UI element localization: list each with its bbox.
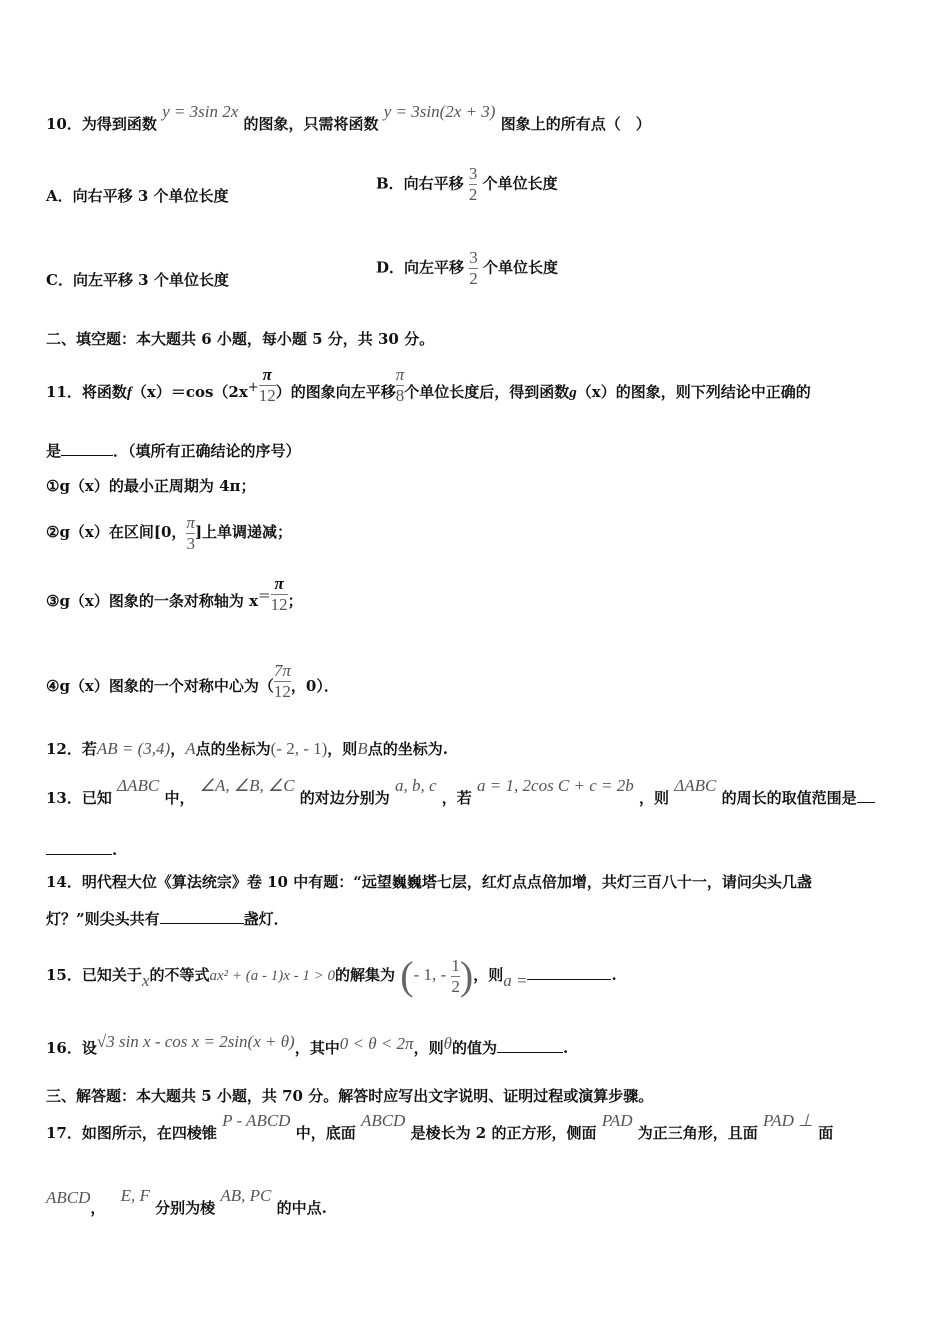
coordinate-a: (- 2, - 1) [270, 739, 328, 758]
q10-stem [46, 102, 651, 134]
question-number: 11． [46, 383, 82, 401]
question-number: 17． [46, 1124, 82, 1142]
q17-stem-line-1 [46, 1111, 834, 1143]
q10-option-c: C．向左平移 3 个单位长度 [46, 271, 229, 289]
q11-text-5: 是 [46, 442, 62, 460]
triangle-abc: ΔABC [674, 776, 717, 795]
q15-text-3: 的解集为 [335, 966, 396, 984]
fraction-denominator: 12 [258, 385, 276, 405]
answer-blank[interactable] [160, 909, 244, 924]
question-number: 12． [46, 740, 82, 758]
base-abcd: ABCD [360, 1111, 406, 1130]
q14-text-2: 盏灯． [243, 910, 289, 928]
q11-text-6: ．（填所有正确结论的序号） [113, 442, 301, 460]
interval-open-paren: ( [400, 953, 414, 998]
fraction-7pi-12 [274, 661, 291, 702]
question-number: 15． [46, 966, 82, 984]
fraction-numerator: π [262, 364, 272, 384]
q13-text-1: 已知 [81, 789, 112, 807]
function-g: g [569, 385, 577, 401]
q15-text-1: 已知关于 [81, 966, 142, 984]
answer-blank[interactable] [61, 441, 113, 456]
sides-abc: a, b, c [395, 776, 437, 795]
q13-stem [46, 776, 875, 808]
fraction-3-2 [469, 248, 478, 289]
section-heading-solution: 三、解答题：本大题共 5 小题，共 70 分。解答时应写出文字说明、证明过程或演算步骤。 [46, 1087, 654, 1105]
answer-blank[interactable] [46, 840, 112, 855]
inequality-formula: ax² + (a - 1)x - 1 > 0 [209, 968, 335, 984]
q15-stem [46, 942, 617, 1009]
q11-item-4 [46, 656, 339, 716]
q17-stem-line-2 [46, 1186, 327, 1218]
q11-text-4: （x）的图象，则下列结论中正确的 [576, 383, 811, 401]
fraction-denominator: 2 [468, 185, 478, 204]
q17-text-4: 为正三角形，且面 [637, 1124, 758, 1142]
interval-lower: - 1, - [413, 965, 447, 984]
fraction-denominator: 8 [395, 385, 405, 405]
plane-abcd: ABCD [46, 1188, 91, 1207]
fraction-denominator: 3 [186, 533, 195, 553]
option-b-label: B．向右平移 [376, 174, 464, 193]
variable-a: a = [503, 971, 528, 990]
question-number: 16． [46, 1039, 82, 1057]
q13-text-3: 的对边分别为 [299, 789, 390, 807]
point-b: B [357, 739, 368, 758]
q16-text-1: 设 [81, 1039, 97, 1057]
q17-text-6: 分别为棱 [155, 1199, 216, 1217]
period: . [562, 1039, 569, 1057]
fraction-numerator: π [274, 573, 284, 593]
variable-theta: θ [443, 1034, 452, 1053]
q10-text-2: 的图象，只需将函数 [243, 115, 379, 133]
fraction-denominator: 2 [451, 976, 460, 996]
q12-text-1: 若 [81, 740, 97, 758]
q11-text-3: 个单位长度后，得到函数 [404, 383, 570, 401]
item-4-text: ④g（x）图象的一个对称中心为（ [46, 677, 274, 695]
q12-text-4: 点的坐标为. [367, 740, 448, 758]
q15-text-4: ，则 [473, 966, 504, 984]
q17-text-1: 如图所示，在四棱锥 [81, 1124, 217, 1142]
vector-ab: AB = (3,4) [96, 739, 171, 758]
q11-item-1: ①g（x）的最小正周期为 4π； [46, 477, 256, 495]
q13-text-6: 的周长的取值范围是 [721, 789, 857, 807]
option-d-suffix: 个单位长度 [482, 258, 558, 277]
fraction-denominator: 12 [270, 594, 288, 614]
q14-stem-line-1: 14．明代程大位《算法统宗》卷 10 中有题：“远望巍巍塔七层，红灯点点倍加增，共灯三百八十一，请问尖头几盏 [46, 873, 812, 891]
q14-stem-line-2 [46, 909, 289, 929]
q13-text-4: ，若 [441, 789, 472, 807]
item-2-suffix: ]上单调递减； [194, 523, 293, 541]
period: . [611, 966, 617, 984]
q11-stem [46, 360, 811, 421]
fraction-numerator: 3 [468, 164, 478, 183]
q10-text-1: 为得到函数 [81, 115, 157, 133]
q13-text-5: ，则 [639, 789, 670, 807]
option-d-label: D．向左平移 [376, 258, 465, 277]
q17-comma: ， [90, 1199, 106, 1217]
pyramid-p-abcd: P - ABCD [222, 1111, 291, 1130]
fraction-pi-12 [271, 574, 288, 615]
fraction-pi-3 [186, 513, 195, 554]
q16-stem [46, 1032, 569, 1058]
q17-text-2: 中，底面 [295, 1124, 356, 1142]
fraction-numerator: 1 [451, 955, 460, 975]
fraction-denominator: 12 [273, 681, 291, 701]
points-e-f: E, F [120, 1186, 150, 1205]
q11-item-2 [46, 510, 292, 554]
answer-blank[interactable] [857, 788, 875, 803]
q17-text-3: 是棱长为 2 的正方形，侧面 [410, 1124, 597, 1142]
option-b-suffix: 个单位长度 [482, 174, 558, 193]
equals-sign: = [258, 586, 271, 604]
theta-range: 0 < θ < 2π [339, 1034, 414, 1053]
fraction-numerator: 7π [273, 660, 291, 680]
fraction-numerator: π [186, 512, 195, 532]
formula-y-3sin2x: y = 3sin 2x [162, 102, 239, 121]
q12-stem [46, 739, 448, 759]
q13-text-2: 中， [164, 789, 195, 807]
answer-blank[interactable] [527, 965, 611, 980]
q10-option-b [376, 164, 558, 205]
variable-x: x [141, 971, 150, 990]
edges-ab-pc: AB, PC [220, 1186, 272, 1205]
item-4-suffix: ，0）． [290, 677, 339, 695]
answer-blank[interactable] [497, 1038, 563, 1053]
item-2-text: ②g（x）在区间[0， [46, 523, 187, 541]
fraction-numerator: 3 [469, 248, 478, 267]
question-number: 13． [46, 789, 82, 807]
q10-text-3: 图象上的所有点（ ） [500, 115, 651, 133]
q16-text-4: 的值为 [451, 1039, 497, 1057]
section-heading-fill-in: 二、填空题：本大题共 6 小题，每小题 5 分，共 30 分。 [46, 330, 435, 348]
fraction-numerator: π [395, 364, 405, 384]
function-f: f [126, 385, 132, 401]
fraction-3-2 [469, 164, 478, 205]
fraction-pi-12 [259, 365, 276, 406]
plus-sign: + [247, 380, 259, 395]
q14-text-1: 灯？”则尖头共有 [46, 910, 160, 928]
face-pad: PAD [601, 1111, 633, 1130]
q12-comma: ， [170, 740, 186, 758]
q11-cos-expression: （x）＝cos（2x [131, 383, 248, 401]
formula-y-3sin-2x-plus-3: y = 3sin(2x + 3) [383, 102, 496, 121]
q16-text-3: ，则 [413, 1039, 444, 1057]
fraction-1-2 [451, 956, 460, 997]
q15-text-2: 的不等式 [149, 966, 210, 984]
period: . [112, 841, 118, 859]
fraction-pi-8 [396, 365, 405, 406]
q13-answer-line [46, 840, 117, 860]
item-3-suffix: ； [287, 592, 303, 610]
item-3-text: ③g（x）图象的一条对称轴为 x [46, 592, 259, 610]
q16-text-2: ，其中 [294, 1039, 340, 1057]
q11-text-2: ）的图象向左平移 [275, 383, 396, 401]
q11-answer-line [46, 441, 301, 461]
fraction-denominator: 2 [469, 269, 478, 288]
q11-item-3 [46, 571, 303, 631]
q12-text-3: ，则 [327, 740, 358, 758]
condition-formula: a = 1, 2cos C + c = 2b [477, 776, 634, 795]
q17-text-5: 面 [818, 1124, 834, 1142]
point-a: A [185, 739, 196, 758]
q10-option-d [376, 248, 558, 289]
plane-pad-perpendicular: PAD ⊥ [763, 1111, 813, 1130]
q12-text-2: 点的坐标为 [195, 740, 271, 758]
q11-text-1: 将函数 [81, 383, 127, 401]
interval-close-paren: ) [459, 953, 474, 998]
triangle-abc: ΔABC [117, 776, 160, 795]
q10-option-a: A．向右平移 3 个单位长度 [46, 187, 229, 205]
trig-identity-formula: √3 sin x - cos x = 2sin(x + θ) [96, 1032, 295, 1051]
question-number: 10． [46, 115, 82, 133]
angles-abc: ∠A, ∠B, ∠C [199, 776, 295, 795]
q17-text-7: 的中点. [276, 1199, 327, 1217]
